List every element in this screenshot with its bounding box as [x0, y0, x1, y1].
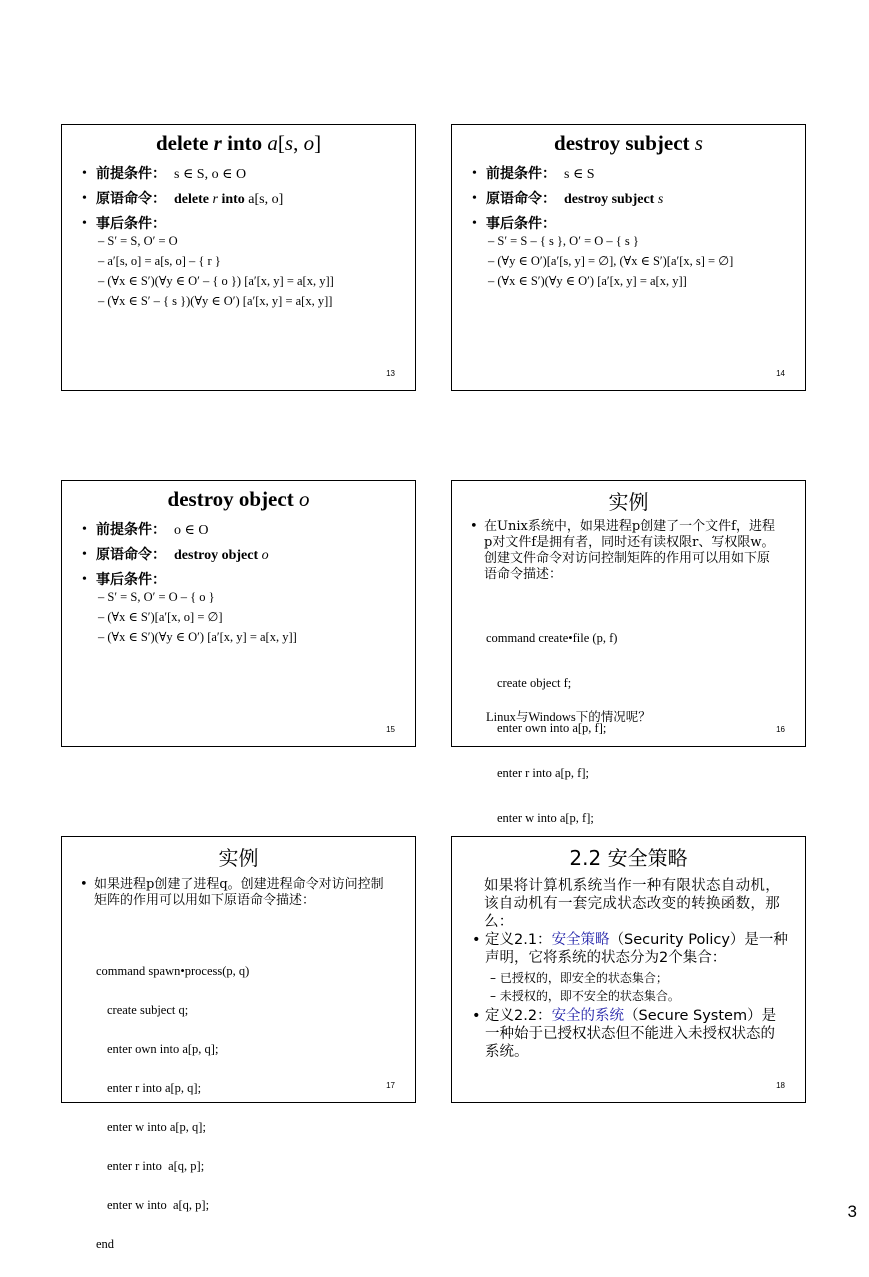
page-number: 3	[847, 1202, 857, 1221]
postcondition: • 事后条件：	[82, 571, 405, 590]
postcondition-item: – (∀x ∈ S′)(∀y ∈ O′) [a′[x, y] = a[x, y]]	[488, 274, 687, 288]
slide-13	[61, 124, 416, 391]
condition-list	[472, 165, 795, 240]
slide-title: 2.2 安全策略	[569, 846, 688, 870]
slide-16	[451, 480, 806, 825]
condition-list	[82, 521, 405, 596]
postcondition: • 事后条件：	[472, 215, 795, 234]
slide-number: 14	[776, 369, 785, 378]
command-value: destroy object o	[174, 548, 269, 563]
postcondition-item: – (∀x ∈ S′)(∀y ∈ O′) [a′[x, y] = a[x, y]]	[98, 630, 297, 644]
postcondition-item: – (∀x ∈ S′)(∀y ∈ O′ – { o }) [a′[x, y] = a[x, y]]	[98, 274, 334, 288]
primitive-command: • 原语命令： destroy object o	[82, 546, 405, 565]
example-description: • 在Unix系统中，如果进程p创建了一个文件f，进程p对文件f是拥有者，同时还有读权限r、写权限w。创建文件命令对访问控制矩阵的作用可以用如下原语命令描述：	[470, 519, 775, 583]
precondition-value: o ∈ O	[174, 523, 209, 538]
postcondition-item: – S′ = S – { s }, O′ = O – { s }	[488, 234, 639, 248]
precondition-value: s ∈ S, o ∈ O	[174, 167, 247, 182]
code-line: create subject q;	[107, 1003, 189, 1017]
example-description: • 如果进程p创建了进程q。创建进程命令对访问控制矩阵的作用可以用如下原语命令描述：	[80, 877, 385, 909]
code-line: enter r into a[q, p];	[107, 1159, 205, 1173]
unauthorized-states: – 未授权的，即不安全的状态集合。	[490, 989, 680, 1003]
code-line: enter w into a[q, p];	[107, 1198, 210, 1212]
precondition: • 前提条件： s ∈ S	[472, 165, 795, 184]
definition-secure-system: • 定义2.2：安全的系统（Secure System）是一种始于已授权状态但不能进入未授权状态的系统。	[472, 1007, 789, 1061]
postcondition-item: – S′ = S, O′ = O	[98, 234, 178, 248]
slide-15	[61, 480, 416, 747]
slide-number: 13	[386, 369, 395, 378]
slide-14	[451, 124, 806, 391]
slide-number: 17	[386, 1081, 395, 1090]
postcondition-list	[488, 231, 797, 291]
authorized-states: – 已授权的，即安全的状态集合；	[490, 971, 668, 985]
postcondition-list	[98, 231, 407, 311]
code-line: end	[96, 1237, 115, 1251]
slide-number: 15	[386, 725, 395, 734]
term-secure-system: 安全的系统	[551, 1008, 625, 1024]
code-line: enter own into a[p, q];	[107, 1042, 219, 1056]
postcondition-item: – (∀x ∈ S′)[a′[x, o] = ∅]	[98, 610, 223, 624]
slide-title: 实例	[218, 846, 259, 870]
code-line: enter r into a[p, q];	[107, 1081, 202, 1095]
intro-paragraph: 如果将计算机系统当作一种有限状态自动机，该自动机有一套完成状态改变的转换函数，那么：	[484, 878, 780, 930]
code-line: command create•file (p, f)	[486, 631, 618, 645]
precondition-value: s ∈ S	[564, 167, 595, 182]
precondition: • 前提条件： o ∈ O	[82, 521, 405, 540]
postcondition-list	[98, 587, 407, 647]
slide-title: destroy subject s	[554, 131, 703, 155]
slide-18	[451, 836, 806, 1103]
command-value: delete r into a[s, o]	[174, 192, 284, 207]
condition-list	[82, 165, 405, 240]
code-line: enter w into a[p, f];	[497, 811, 594, 825]
code-line: enter r into a[p, f];	[497, 766, 589, 780]
code-line: enter own into a[p, f];	[497, 721, 607, 735]
primitive-command: • 原语命令： destroy subject s	[472, 190, 795, 209]
follow-up-question: Linux与Windows下的情况呢？	[486, 710, 651, 724]
slide-title: delete r into a[s, o]	[155, 131, 322, 155]
command-code	[96, 939, 249, 1277]
command-value: destroy subject s	[564, 192, 664, 207]
code-line: create object f;	[497, 676, 572, 690]
term-security-policy: 安全策略	[551, 932, 610, 948]
postcondition-item: – (∀y ∈ O′)[a′[s, y] = ∅], (∀x ∈ S′)[a′[x, s] = ∅]	[488, 254, 734, 268]
slide-17	[61, 836, 416, 1251]
slide-title: destroy object o	[167, 487, 310, 511]
postcondition-item: – a′[s, o] = a[s, o] – { r }	[98, 254, 221, 268]
slide-number: 18	[776, 1081, 785, 1090]
postcondition-item: – (∀x ∈ S′ – { s })(∀y ∈ O′) [a′[x, y] = a[x, y]]	[98, 294, 333, 308]
precondition: • 前提条件： s ∈ S, o ∈ O	[82, 165, 405, 184]
definition-security-policy: • 定义2.1：安全策略（Security Policy）是一种声明，它将系统的状态分为2个集合：	[472, 931, 789, 967]
postcondition-item: – S′ = S, O′ = O – { o }	[98, 590, 215, 604]
code-line: command spawn•process(p, q)	[96, 964, 250, 978]
primitive-command: • 原语命令： delete r into a[s, o]	[82, 190, 405, 209]
code-line: enter w into a[p, q];	[107, 1120, 206, 1134]
slide-title: 实例	[608, 490, 649, 514]
slide-number: 16	[776, 725, 785, 734]
postcondition: • 事后条件：	[82, 215, 405, 234]
